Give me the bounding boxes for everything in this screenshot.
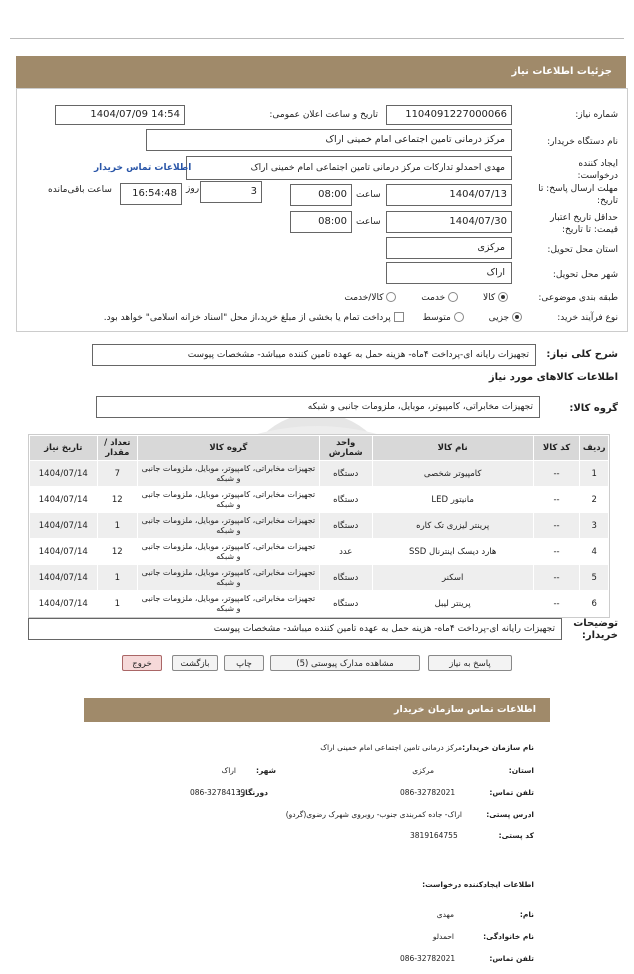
table-row bbox=[30, 591, 609, 617]
creator-section-title: اطلاعات ایجادکننده درخواست: bbox=[422, 880, 534, 889]
col-row: ردیف bbox=[580, 436, 609, 461]
contact-phone-label: تلفن تماس: bbox=[489, 788, 534, 797]
contact-address: اراک- جاده کمربندی جنوب- روبروی شهرک رضوی(گردو) bbox=[285, 810, 462, 819]
creator-family-label: نام خانوادگی: bbox=[483, 932, 534, 941]
category-option-both[interactable]: کالا/خدمت bbox=[344, 293, 396, 303]
process-option-small[interactable]: جزیی bbox=[489, 313, 522, 323]
deadline-label: مهلت ارسال پاسخ: تا تاریخ: bbox=[538, 184, 618, 206]
remaining-label: ساعت باقی‌مانده bbox=[48, 185, 112, 195]
validity-time-field: 08:00 bbox=[290, 211, 352, 233]
process-options bbox=[104, 312, 522, 323]
cell-code: -- bbox=[533, 539, 580, 565]
city-field: اراک bbox=[386, 262, 512, 284]
cell-group: تجهیزات مخابراتی، کامپیوتر، موبایل، ملزومات جانبی و شبکه bbox=[138, 461, 320, 487]
buyer-desc-label: توضیحات خریدار: bbox=[573, 618, 618, 641]
table-row bbox=[30, 461, 609, 487]
goods-group-label: گروه کالا: bbox=[569, 403, 618, 414]
cell-name: هارد دیسک اینترنال SSD bbox=[372, 539, 533, 565]
cell-row: 3 bbox=[580, 513, 609, 539]
cell-date: 1404/07/14 bbox=[30, 513, 98, 539]
contact-fax-label: دورنگار: bbox=[237, 788, 268, 797]
print-button[interactable]: چاپ bbox=[224, 655, 264, 671]
validity-time-label: ساعت bbox=[356, 217, 381, 227]
announce-label: تاریخ و ساعت اعلان عمومی: bbox=[269, 110, 378, 120]
cell-unit: دستگاه bbox=[319, 565, 372, 591]
days-label: روز bbox=[186, 184, 200, 194]
summary-field: تجهیزات رایانه ای-پرداخت ۴ماه- هزینه حمل به عهده تامین کننده میباشد- مشخصات پیوست bbox=[92, 344, 536, 366]
col-date: تاریخ نیاز bbox=[30, 436, 98, 461]
cell-name: پرینتر لیبل bbox=[372, 591, 533, 617]
goods-table-header bbox=[30, 436, 609, 461]
goods-table bbox=[29, 435, 609, 617]
cell-row: 6 bbox=[580, 591, 609, 617]
cell-name: کامپیوتر شخصی bbox=[372, 461, 533, 487]
cell-date: 1404/07/14 bbox=[30, 565, 98, 591]
treasury-payment-checkbox[interactable]: پرداخت تمام یا بخشی از مبلغ خرید،از محل "اسناد خزانه اسلامی" خواهد بود. bbox=[104, 313, 404, 323]
validity-date-field: 1404/07/30 bbox=[386, 211, 512, 233]
buyer-desc-field: تجهیزات رایانه ای-پرداخت ۴ماه- هزینه حمل به عهده تامین کننده میباشد- مشخصات پیوست bbox=[28, 618, 562, 640]
cell-row: 2 bbox=[580, 487, 609, 513]
cell-date: 1404/07/14 bbox=[30, 591, 98, 617]
col-code: کد کالا bbox=[533, 436, 580, 461]
cell-name: مانیتور LED bbox=[372, 487, 533, 513]
creator-phone-label: تلفن تماس: bbox=[489, 954, 534, 963]
cell-date: 1404/07/14 bbox=[30, 539, 98, 565]
deadline-time-field: 08:00 bbox=[290, 184, 352, 206]
province-label: استان محل تحویل: bbox=[547, 245, 618, 255]
contact-org-label: نام سازمان خریدار: bbox=[462, 743, 534, 752]
creator-phone: 086-32782021 bbox=[400, 954, 456, 963]
cell-code: -- bbox=[533, 591, 580, 617]
announce-field: 1404/07/09 14:54 bbox=[55, 105, 185, 125]
cell-qty: 1 bbox=[97, 513, 137, 539]
cell-row: 1 bbox=[580, 461, 609, 487]
cell-qty: 1 bbox=[97, 565, 137, 591]
buyer-org-field: مرکز درمانی تامین اجتماعی امام خمینی اراک bbox=[146, 129, 512, 151]
cell-code: -- bbox=[533, 565, 580, 591]
table-row bbox=[30, 539, 609, 565]
back-button[interactable]: بازگشت bbox=[172, 655, 218, 671]
page-title: جزئیات اطلاعات نیاز bbox=[511, 66, 612, 77]
city-label: شهر محل تحویل: bbox=[552, 270, 618, 280]
page-header bbox=[16, 56, 626, 88]
col-qty: تعداد / مقدار bbox=[97, 436, 137, 461]
contact-province-label: استان: bbox=[508, 766, 534, 775]
cell-name: پرینتر لیزری تک کاره bbox=[372, 513, 533, 539]
cell-unit: دستگاه bbox=[319, 513, 372, 539]
cell-qty: 12 bbox=[97, 539, 137, 565]
buyer-org-label: نام دستگاه خریدار: bbox=[547, 137, 618, 147]
col-name: نام کالا bbox=[372, 436, 533, 461]
cell-group: تجهیزات مخابراتی، کامپیوتر، موبایل، ملزومات جانبی و شبکه bbox=[138, 591, 320, 617]
contact-postal: 3819164755 bbox=[410, 831, 458, 840]
goods-table-container bbox=[28, 434, 610, 618]
cell-date: 1404/07/14 bbox=[30, 487, 98, 513]
cell-unit: دستگاه bbox=[319, 487, 372, 513]
creator-label: ایجاد کننده درخواست: bbox=[577, 159, 618, 181]
col-group: گروه کالا bbox=[138, 436, 320, 461]
need-number-field: 1104091227000066 bbox=[386, 105, 512, 125]
cell-unit: دستگاه bbox=[319, 461, 372, 487]
category-option-goods[interactable]: کالا bbox=[483, 293, 508, 303]
buyer-contact-link[interactable]: اطلاعات تماس خریدار bbox=[94, 163, 192, 173]
deadline-date-field: 1404/07/13 bbox=[386, 184, 512, 206]
contact-postal-label: کد پستی: bbox=[498, 831, 534, 840]
category-options bbox=[344, 292, 508, 303]
cell-date: 1404/07/14 bbox=[30, 461, 98, 487]
cell-unit: عدد bbox=[319, 539, 372, 565]
process-label: نوع فرآیند خرید: bbox=[557, 313, 618, 323]
category-label: طبقه بندی موضوعی: bbox=[538, 293, 618, 303]
table-row bbox=[30, 565, 609, 591]
exit-button[interactable]: خروج bbox=[122, 655, 162, 671]
validity-label: حداقل تاریخ اعتبار قیمت: تا تاریخ: bbox=[550, 213, 618, 235]
summary-label: شرح کلی نیاز: bbox=[546, 349, 618, 360]
contact-city: اراک bbox=[221, 766, 236, 775]
goods-section-title: اطلاعات کالاهای مورد نیاز bbox=[488, 372, 618, 383]
process-option-medium[interactable]: متوسط bbox=[423, 313, 464, 323]
cell-qty: 1 bbox=[97, 591, 137, 617]
deadline-time-label: ساعت bbox=[356, 190, 381, 200]
cell-code: -- bbox=[533, 487, 580, 513]
cell-unit: دستگاه bbox=[319, 591, 372, 617]
table-row bbox=[30, 513, 609, 539]
contact-fax: 086-32784139 bbox=[190, 788, 246, 797]
goods-group-field: تجهیزات مخابراتی، کامپیوتر، موبایل، ملزومات جانبی و شبکه bbox=[96, 396, 540, 418]
province-field: مرکزی bbox=[386, 237, 512, 259]
days-field: 3 bbox=[200, 181, 262, 203]
contact-address-label: ادرس پستی: bbox=[486, 810, 534, 819]
cell-group: تجهیزات مخابراتی، کامپیوتر، موبایل، ملزومات جانبی و شبکه bbox=[138, 513, 320, 539]
cell-group: تجهیزات مخابراتی، کامپیوتر، موبایل، ملزومات جانبی و شبکه bbox=[138, 487, 320, 513]
cell-qty: 7 bbox=[97, 461, 137, 487]
creator-family: احمدلو bbox=[432, 932, 454, 941]
creator-field: مهدی احمدلو تدارکات مرکز درمانی تامین اجتماعی امام خمینی اراک bbox=[186, 156, 512, 180]
contact-province: مرکزی bbox=[412, 766, 434, 775]
cell-group: تجهیزات مخابراتی، کامپیوتر، موبایل، ملزومات جانبی و شبکه bbox=[138, 565, 320, 591]
contact-header: اطلاعات تماس سازمان خریدار bbox=[84, 698, 550, 722]
need-number-label: شماره نیاز: bbox=[575, 110, 618, 120]
remaining-time-field: 16:54:48 bbox=[120, 183, 182, 205]
cell-code: -- bbox=[533, 513, 580, 539]
creator-name-label: نام: bbox=[519, 910, 534, 919]
cell-name: اسکنر bbox=[372, 565, 533, 591]
attachments-button[interactable]: مشاهده مدارک پیوستی (5) bbox=[270, 655, 420, 671]
creator-name: مهدی bbox=[436, 910, 454, 919]
category-option-service[interactable]: خدمت bbox=[421, 293, 458, 303]
contact-city-label: شهر: bbox=[256, 766, 276, 775]
col-unit: واحد شمارش bbox=[319, 436, 372, 461]
table-row bbox=[30, 487, 609, 513]
cell-row: 4 bbox=[580, 539, 609, 565]
cell-group: تجهیزات مخابراتی، کامپیوتر، موبایل، ملزومات جانبی و شبکه bbox=[138, 539, 320, 565]
contact-phone: 086-32782021 bbox=[400, 788, 456, 797]
contact-org: مرکز درمانی تامین اجتماعی امام خمینی اراک bbox=[320, 743, 462, 752]
cell-qty: 12 bbox=[97, 487, 137, 513]
reply-button[interactable]: پاسخ به نیاز bbox=[428, 655, 512, 671]
cell-row: 5 bbox=[580, 565, 609, 591]
cell-code: -- bbox=[533, 461, 580, 487]
